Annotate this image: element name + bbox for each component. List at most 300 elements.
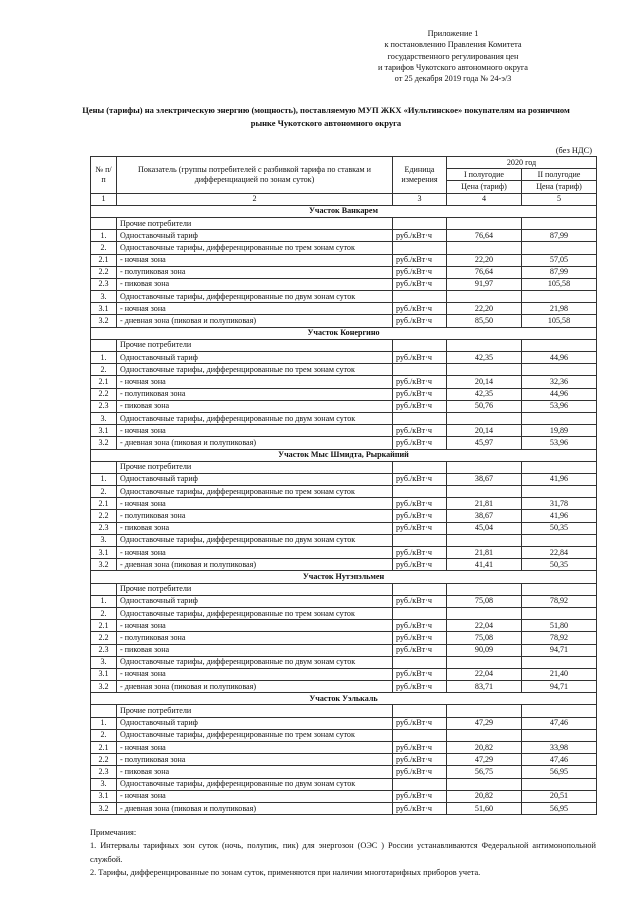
price-half1: 51,60 [447, 802, 522, 814]
unit-cell: руб./кВт·ч [393, 400, 447, 412]
price-cell [447, 729, 522, 741]
index-cell: 3 [393, 193, 447, 205]
price-half2: 94,71 [522, 644, 597, 656]
price-half1: 50,76 [447, 400, 522, 412]
unit-cell: руб./кВт·ч [393, 802, 447, 814]
table-row [91, 717, 597, 729]
unit-cell: руб./кВт·ч [393, 230, 447, 242]
row-label: - ночная зона [117, 498, 393, 510]
appendix-line: Приложение 1 [427, 29, 479, 38]
table-row [91, 498, 597, 510]
price-cell [522, 534, 597, 546]
row-label: - полупиковая зона [117, 632, 393, 644]
price-cell [447, 486, 522, 498]
row-number: 3.1 [91, 790, 117, 802]
row-label: - полупиковая зона [117, 510, 393, 522]
price-half2: 94,71 [522, 681, 597, 693]
row-number [91, 461, 117, 473]
section-name: Участок Нутэпэльмен [91, 571, 597, 583]
table-row [91, 607, 597, 619]
table-row [91, 486, 597, 498]
unit-cell [393, 339, 447, 351]
price-cell [522, 705, 597, 717]
price-cell [522, 729, 597, 741]
row-label: - ночная зона [117, 547, 393, 559]
table-row [91, 352, 597, 364]
section-name: Участок Мыс Шмидта, Рыркайпий [91, 449, 597, 461]
row-label: - полупиковая зона [117, 266, 393, 278]
appendix-line: к постановлению Правления Комитета [384, 40, 522, 50]
table-row [91, 802, 597, 814]
row-number: 1. [91, 230, 117, 242]
row-label: - дневная зона (пиковая и полупиковая) [117, 315, 393, 327]
row-label: Одноставочные тарифы, дифференцированные по трем зонам суток [117, 486, 393, 498]
price-cell [522, 486, 597, 498]
row-number: 2. [91, 729, 117, 741]
price-half2: 21,40 [522, 668, 597, 680]
row-label: - пиковая зона [117, 400, 393, 412]
table-row [91, 620, 597, 632]
row-number: 2.2 [91, 388, 117, 400]
table-row [91, 473, 597, 485]
unit-cell: руб./кВт·ч [393, 473, 447, 485]
price-half2: 20,51 [522, 790, 597, 802]
row-label: Одноставочный тариф [117, 595, 393, 607]
header-half2: II полугодие [522, 169, 597, 181]
price-cell [447, 534, 522, 546]
row-number: 2. [91, 364, 117, 376]
index-cell: 4 [447, 193, 522, 205]
row-label: Прочие потребители [117, 217, 393, 229]
unit-cell: руб./кВт·ч [393, 766, 447, 778]
table-row [91, 742, 597, 754]
row-label: - ночная зона [117, 376, 393, 388]
unit-cell [393, 607, 447, 619]
section-header-row [91, 327, 597, 339]
row-label: - ночная зона [117, 620, 393, 632]
row-label: - дневная зона (пиковая и полупиковая) [117, 559, 393, 571]
row-number: 3. [91, 291, 117, 303]
unit-cell: руб./кВт·ч [393, 595, 447, 607]
row-number: 3.2 [91, 681, 117, 693]
index-cell: 1 [91, 193, 117, 205]
section-name: Участок Ванкарем [91, 205, 597, 217]
unit-cell [393, 656, 447, 668]
unit-cell: руб./кВт·ч [393, 425, 447, 437]
row-label: - ночная зона [117, 790, 393, 802]
price-half1: 22,04 [447, 620, 522, 632]
price-half1: 85,50 [447, 315, 522, 327]
price-half2: 105,58 [522, 278, 597, 290]
price-half2: 41,96 [522, 473, 597, 485]
table-row [91, 461, 597, 473]
unit-cell: руб./кВт·ч [393, 547, 447, 559]
price-half2: 53,96 [522, 400, 597, 412]
table-row [91, 668, 597, 680]
unit-cell [393, 217, 447, 229]
row-number: 3.1 [91, 303, 117, 315]
table-row [91, 705, 597, 717]
row-number: 1. [91, 717, 117, 729]
row-label: - ночная зона [117, 254, 393, 266]
unit-cell: руб./кВт·ч [393, 352, 447, 364]
price-cell [522, 364, 597, 376]
price-half2: 87,99 [522, 230, 597, 242]
row-number: 1. [91, 352, 117, 364]
header-price2: Цена (тариф) [522, 181, 597, 193]
price-half1: 38,67 [447, 510, 522, 522]
notes-heading: Примечания: [90, 828, 137, 837]
price-half2: 50,35 [522, 559, 597, 571]
unit-cell [393, 486, 447, 498]
price-cell [447, 291, 522, 303]
index-cell: 2 [117, 193, 393, 205]
table-row [91, 400, 597, 412]
unit-cell [393, 583, 447, 595]
price-half2: 105,58 [522, 315, 597, 327]
row-label: Одноставочные тарифы, дифференцированные по трем зонам суток [117, 364, 393, 376]
price-half2: 31,78 [522, 498, 597, 510]
row-number: 3.1 [91, 547, 117, 559]
unit-cell: руб./кВт·ч [393, 522, 447, 534]
row-number [91, 217, 117, 229]
unit-cell [393, 534, 447, 546]
row-label: - полупиковая зона [117, 754, 393, 766]
row-number: 2. [91, 242, 117, 254]
tariff-table [90, 156, 597, 815]
price-half1: 56,75 [447, 766, 522, 778]
row-number [91, 583, 117, 595]
table-row [91, 242, 597, 254]
price-half1: 91,97 [447, 278, 522, 290]
unit-cell: руб./кВт·ч [393, 632, 447, 644]
price-cell [522, 656, 597, 668]
appendix-line: и тарифов Чукотского автономного округа [377, 62, 528, 72]
price-half2: 44,96 [522, 388, 597, 400]
header-unit: Единица измерения [393, 157, 447, 194]
table-row [91, 583, 597, 595]
price-half1: 75,08 [447, 632, 522, 644]
row-number: 2.3 [91, 400, 117, 412]
price-half1: 83,71 [447, 681, 522, 693]
table-row [91, 656, 597, 668]
price-half1: 22,20 [447, 254, 522, 266]
price-half2: 44,96 [522, 352, 597, 364]
unit-cell: руб./кВт·ч [393, 303, 447, 315]
row-label: - дневная зона (пиковая и полупиковая) [117, 681, 393, 693]
row-number: 3.2 [91, 315, 117, 327]
table-row [91, 339, 597, 351]
index-cell: 5 [522, 193, 597, 205]
price-half1: 45,04 [447, 522, 522, 534]
unit-cell: руб./кВт·ч [393, 376, 447, 388]
table-row [91, 534, 597, 546]
table-row [91, 388, 597, 400]
price-half1: 42,35 [447, 352, 522, 364]
row-label: Одноставочные тарифы, дифференцированные по трем зонам суток [117, 242, 393, 254]
section-name: Участок Уэлькаль [91, 693, 597, 705]
table-row [91, 790, 597, 802]
price-half2: 32,36 [522, 376, 597, 388]
unit-cell [393, 705, 447, 717]
table-row [91, 364, 597, 376]
header-half1: I полугодие [447, 169, 522, 181]
price-half1: 20,82 [447, 790, 522, 802]
table-row [91, 559, 597, 571]
row-label: - пиковая зона [117, 644, 393, 656]
row-number: 2. [91, 607, 117, 619]
table-row [91, 278, 597, 290]
unit-cell: руб./кВт·ч [393, 266, 447, 278]
row-label: - пиковая зона [117, 522, 393, 534]
appendix-block [328, 28, 578, 84]
price-half1: 21,81 [447, 498, 522, 510]
row-label: - полупиковая зона [117, 388, 393, 400]
unit-cell [393, 778, 447, 790]
row-number: 2. [91, 486, 117, 498]
row-number: 2.1 [91, 376, 117, 388]
table-row [91, 754, 597, 766]
price-half2: 33,98 [522, 742, 597, 754]
row-label: - пиковая зона [117, 278, 393, 290]
row-number: 2.1 [91, 620, 117, 632]
row-number: 3.2 [91, 437, 117, 449]
unit-cell: руб./кВт·ч [393, 742, 447, 754]
row-label: Одноставочный тариф [117, 717, 393, 729]
unit-cell: руб./кВт·ч [393, 644, 447, 656]
price-half2: 50,35 [522, 522, 597, 534]
price-cell [447, 607, 522, 619]
price-cell [522, 291, 597, 303]
price-half2: 19,89 [522, 425, 597, 437]
unit-cell [393, 412, 447, 424]
row-number: 2.2 [91, 632, 117, 644]
row-label: - пиковая зона [117, 766, 393, 778]
price-half2: 47,46 [522, 717, 597, 729]
price-half2: 57,05 [522, 254, 597, 266]
row-label: - ночная зона [117, 303, 393, 315]
row-number: 2.2 [91, 510, 117, 522]
table-row [91, 217, 597, 229]
row-label: Одноставочный тариф [117, 352, 393, 364]
unit-cell: руб./кВт·ч [393, 278, 447, 290]
row-number: 1. [91, 473, 117, 485]
price-half1: 20,14 [447, 425, 522, 437]
unit-cell: руб./кВт·ч [393, 668, 447, 680]
unit-cell [393, 291, 447, 303]
row-number: 3. [91, 534, 117, 546]
price-half2: 56,95 [522, 802, 597, 814]
row-number: 3. [91, 778, 117, 790]
price-half1: 90,09 [447, 644, 522, 656]
price-half2: 53,96 [522, 437, 597, 449]
note-1: 1. Интервалы тарифных зон суток (ночь, полупик, пик) для энергозон (ОЭС ) России устанавливаются Федеральной антимонопольной службой. [90, 841, 596, 864]
price-half2: 47,46 [522, 754, 597, 766]
section-header-row [91, 693, 597, 705]
price-half1: 47,29 [447, 754, 522, 766]
row-label: - ночная зона [117, 742, 393, 754]
section-header-row [91, 205, 597, 217]
price-cell [447, 656, 522, 668]
unit-cell: руб./кВт·ч [393, 254, 447, 266]
price-half1: 20,82 [447, 742, 522, 754]
price-half2: 78,92 [522, 632, 597, 644]
row-number: 2.3 [91, 522, 117, 534]
table-row [91, 376, 597, 388]
row-number: 2.2 [91, 754, 117, 766]
price-cell [447, 217, 522, 229]
unit-cell: руб./кВт·ч [393, 790, 447, 802]
section-header-row [91, 449, 597, 461]
notes-block [90, 826, 596, 880]
document-title: Цены (тарифы) на электрическую энергию (мощность), поставляемую МУП ЖКХ «Иультинское» покупателям на розничном рынке Чукотского автономного округа [82, 105, 570, 128]
price-half1: 45,97 [447, 437, 522, 449]
price-cell [522, 217, 597, 229]
price-half1: 76,64 [447, 266, 522, 278]
row-label: Прочие потребители [117, 705, 393, 717]
price-cell [447, 705, 522, 717]
unit-cell [393, 729, 447, 741]
table-row [91, 547, 597, 559]
unit-cell: руб./кВт·ч [393, 498, 447, 510]
unit-cell: руб./кВт·ч [393, 620, 447, 632]
row-label: Одноставочный тариф [117, 230, 393, 242]
section-name: Участок Конергино [91, 327, 597, 339]
row-label: Одноставочные тарифы, дифференцированные по двум зонам суток [117, 656, 393, 668]
table-row [91, 632, 597, 644]
table-row [91, 437, 597, 449]
vat-note: (без НДС) [555, 146, 592, 155]
row-number: 1. [91, 595, 117, 607]
row-label: Одноставочные тарифы, дифференцированные по двум зонам суток [117, 778, 393, 790]
table-row [91, 595, 597, 607]
row-label: Прочие потребители [117, 461, 393, 473]
row-number [91, 705, 117, 717]
price-cell [447, 461, 522, 473]
header-num: № п/п [91, 157, 117, 194]
unit-cell: руб./кВт·ч [393, 559, 447, 571]
table-row [91, 412, 597, 424]
price-half2: 21,98 [522, 303, 597, 315]
price-cell [522, 607, 597, 619]
row-number: 2.1 [91, 254, 117, 266]
row-number: 3.1 [91, 668, 117, 680]
table-row [91, 510, 597, 522]
price-cell [522, 583, 597, 595]
row-label: Прочие потребители [117, 583, 393, 595]
header-year: 2020 год [447, 157, 597, 169]
price-half1: 20,14 [447, 376, 522, 388]
header-indicator: Показатель (группы потребителей с разбивкой тарифа по ставкам и дифференциацией по зонам суток) [117, 157, 393, 194]
table-row [91, 303, 597, 315]
table-row [91, 766, 597, 778]
price-cell [447, 364, 522, 376]
table-row [91, 315, 597, 327]
price-half2: 87,99 [522, 266, 597, 278]
row-label: Одноставочные тарифы, дифференцированные по трем зонам суток [117, 607, 393, 619]
price-half1: 38,67 [447, 473, 522, 485]
price-cell [522, 461, 597, 473]
unit-cell: руб./кВт·ч [393, 717, 447, 729]
price-cell [447, 583, 522, 595]
row-label: Одноставочные тарифы, дифференцированные по двум зонам суток [117, 534, 393, 546]
row-number: 3.2 [91, 559, 117, 571]
unit-cell: руб./кВт·ч [393, 315, 447, 327]
price-half2: 56,95 [522, 766, 597, 778]
table-row [91, 291, 597, 303]
appendix-line: от 25 декабря 2019 года № 24-э/3 [394, 74, 512, 84]
price-cell [447, 778, 522, 790]
table-row [91, 778, 597, 790]
appendix-line: государственного регулирования цен [387, 51, 519, 61]
row-label: - дневная зона (пиковая и полупиковая) [117, 802, 393, 814]
row-label: Одноставочные тарифы, дифференцированные по двум зонам суток [117, 291, 393, 303]
table-row [91, 266, 597, 278]
row-label: - ночная зона [117, 425, 393, 437]
unit-cell [393, 364, 447, 376]
note-2: 2. Тарифы, дифференцированные по зонам суток, применяются при наличии многотарифных приборов учета. [90, 868, 481, 878]
unit-cell [393, 242, 447, 254]
price-cell [522, 412, 597, 424]
row-number: 2.3 [91, 644, 117, 656]
row-number: 3. [91, 412, 117, 424]
price-cell [447, 339, 522, 351]
table-row [91, 681, 597, 693]
unit-cell: руб./кВт·ч [393, 437, 447, 449]
unit-cell [393, 461, 447, 473]
price-half1: 42,35 [447, 388, 522, 400]
row-label: Одноставочные тарифы, дифференцированные по двум зонам суток [117, 412, 393, 424]
row-label: Прочие потребители [117, 339, 393, 351]
row-number: 3.2 [91, 802, 117, 814]
price-half1: 76,64 [447, 230, 522, 242]
price-half2: 41,96 [522, 510, 597, 522]
price-half1: 75,08 [447, 595, 522, 607]
row-number: 2.1 [91, 742, 117, 754]
row-number: 2.3 [91, 278, 117, 290]
table-row [91, 230, 597, 242]
price-cell [522, 778, 597, 790]
table-row [91, 254, 597, 266]
unit-cell: руб./кВт·ч [393, 754, 447, 766]
row-number: 2.3 [91, 766, 117, 778]
table-row [91, 425, 597, 437]
price-cell [522, 242, 597, 254]
unit-cell: руб./кВт·ч [393, 681, 447, 693]
unit-cell: руб./кВт·ч [393, 388, 447, 400]
price-half2: 51,80 [522, 620, 597, 632]
row-number: 3.1 [91, 425, 117, 437]
row-label: Одноставочные тарифы, дифференцированные по трем зонам суток [117, 729, 393, 741]
table-row [91, 644, 597, 656]
price-cell [447, 242, 522, 254]
price-half1: 41,41 [447, 559, 522, 571]
row-number: 2.2 [91, 266, 117, 278]
header-price1: Цена (тариф) [447, 181, 522, 193]
price-cell [447, 412, 522, 424]
table-row [91, 522, 597, 534]
row-label: - дневная зона (пиковая и полупиковая) [117, 437, 393, 449]
row-number: 2.1 [91, 498, 117, 510]
price-half1: 22,20 [447, 303, 522, 315]
row-label: - ночная зона [117, 668, 393, 680]
price-half2: 78,92 [522, 595, 597, 607]
table-row [91, 729, 597, 741]
price-cell [522, 339, 597, 351]
section-header-row [91, 571, 597, 583]
price-half1: 47,29 [447, 717, 522, 729]
row-number [91, 339, 117, 351]
